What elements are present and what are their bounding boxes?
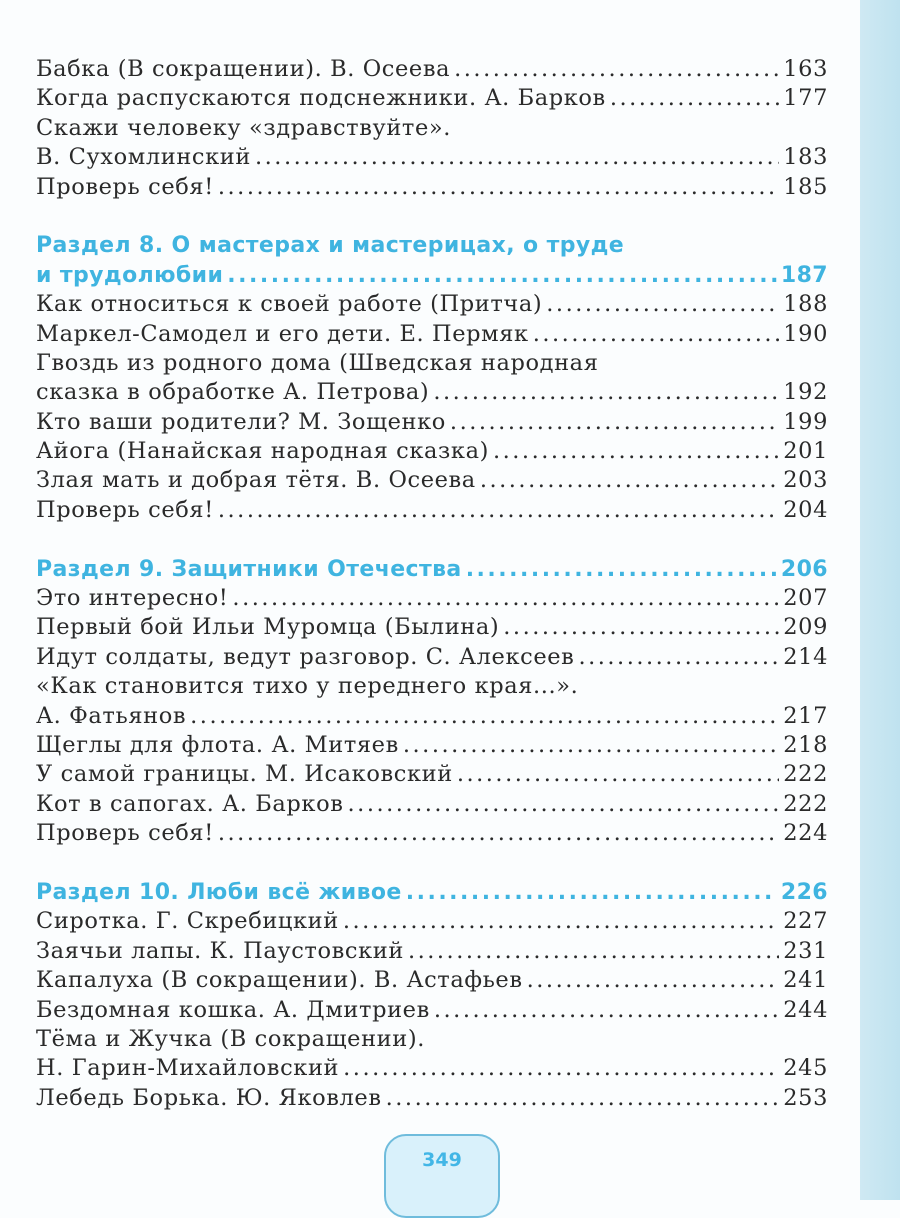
toc-entry[interactable]: [36, 290, 828, 319]
toc-entry-line: [36, 349, 828, 378]
entry-title: Проверь себя!: [36, 496, 214, 523]
section-page: 206: [780, 556, 828, 582]
section-gap: [36, 849, 828, 878]
entry-title: Первый бой Ильи Муромца (Былина): [36, 614, 500, 641]
dot-leader: [450, 408, 779, 437]
entry-title: Щеглы для флота. А. Митяев: [36, 731, 399, 758]
section-title: Раздел 9. Защитники Отечества: [36, 556, 462, 582]
entry-title: Маркел-Самодел и его дети. Е. Пермяк: [36, 320, 529, 347]
section-title: Раздел 10. Люби всё живое: [36, 879, 402, 905]
dot-leader: [408, 937, 779, 966]
toc-entry[interactable]: [36, 496, 828, 525]
dot-leader: [232, 584, 779, 613]
entry-title: Айога (Нанайская народная сказка): [36, 438, 489, 465]
toc-entry[interactable]: [36, 996, 828, 1025]
section-gap: [36, 202, 828, 231]
toc-entry[interactable]: [36, 613, 828, 642]
entry-page: 227: [783, 908, 828, 935]
dot-leader: [433, 378, 779, 407]
entry-title: Сиротка. Г. Скребицкий: [36, 908, 339, 935]
entry-title: У самой границы. М. Исаковский: [36, 761, 453, 788]
dot-leader: [343, 907, 779, 936]
toc-entry[interactable]: [36, 819, 828, 848]
dot-leader: [343, 1054, 779, 1083]
entry-page: 192: [783, 379, 828, 406]
table-of-contents: [36, 55, 828, 1113]
entry-page: 218: [783, 731, 828, 758]
dot-leader: [386, 1084, 780, 1113]
entry-title: Капалуха (В сокращении). В. Астафьев: [36, 967, 523, 994]
entry-page: 163: [783, 56, 828, 82]
entry-title: Лебедь Борька. Ю. Яковлев: [36, 1084, 382, 1111]
dot-leader: [493, 437, 779, 466]
dot-leader: [610, 84, 779, 113]
section-page: 187: [780, 262, 828, 288]
entry-page: 188: [783, 291, 828, 318]
entry-page: 207: [783, 585, 828, 612]
toc-entry[interactable]: [36, 173, 828, 202]
dot-leader: [578, 643, 779, 672]
entry-title-line1: Гвоздь из родного дома (Шведская народная: [36, 349, 599, 376]
toc-entry[interactable]: [36, 643, 828, 672]
entry-title-line1: «Как становится тихо у переднего края...».: [36, 673, 579, 700]
toc-entry[interactable]: [36, 143, 828, 172]
entry-page: 204: [783, 496, 828, 523]
entry-page: 217: [783, 702, 828, 729]
section-heading-line1: [36, 231, 828, 260]
dot-leader: [503, 613, 779, 642]
entry-page: 203: [783, 467, 828, 494]
entry-title: Н. Гарин-Михайловский: [36, 1055, 340, 1082]
toc-entry[interactable]: [36, 408, 828, 437]
entry-page: 183: [783, 144, 828, 171]
section-page: 226: [780, 879, 828, 905]
section-title: и трудолюбии: [36, 262, 224, 288]
entry-title: А. Фатьянов: [36, 702, 187, 729]
page-number-badge: [384, 1134, 500, 1218]
section-gap: [36, 525, 828, 554]
toc-entry-line: [36, 672, 828, 701]
dot-leader: [255, 143, 779, 172]
toc-entry[interactable]: [36, 907, 828, 936]
entry-title-line1: Скажи человеку «здравствуйте».: [36, 114, 452, 141]
entry-page: 241: [783, 967, 828, 994]
toc-entry[interactable]: [36, 55, 828, 84]
dot-leader: [227, 261, 777, 290]
dot-leader: [546, 290, 779, 319]
section-heading: [36, 261, 828, 290]
dot-leader: [533, 320, 780, 349]
toc-entry[interactable]: [36, 378, 828, 407]
toc-entry[interactable]: [36, 760, 828, 789]
toc-entry-line: [36, 114, 828, 143]
entry-page: 209: [783, 614, 828, 641]
entry-page: 185: [783, 173, 828, 200]
entry-title: Идут солдаты, ведут разговор. С. Алексеев: [36, 643, 575, 670]
toc-entry[interactable]: [36, 731, 828, 760]
dot-leader: [434, 996, 779, 1025]
entry-title: В. Сухомлинский: [36, 144, 251, 171]
entry-page: 253: [783, 1084, 828, 1111]
entry-page: 199: [783, 408, 828, 435]
entry-title: Бездомная кошка. А. Дмитриев: [36, 996, 430, 1023]
entry-page: 231: [783, 937, 828, 964]
entry-page: 244: [783, 996, 828, 1023]
toc-entry[interactable]: [36, 84, 828, 113]
toc-entry[interactable]: [36, 937, 828, 966]
entry-title: Проверь себя!: [36, 173, 214, 200]
entry-page: 201: [783, 438, 828, 465]
toc-entry[interactable]: [36, 320, 828, 349]
toc-entry[interactable]: [36, 790, 828, 819]
section-heading: [36, 555, 828, 584]
dot-leader: [454, 55, 779, 84]
dot-leader: [218, 819, 779, 848]
page-edge-decoration: [860, 0, 900, 1200]
toc-entry[interactable]: [36, 584, 828, 613]
entry-title-line1: Тёма и Жучка (В сокращении).: [36, 1025, 426, 1052]
dot-leader: [218, 496, 779, 525]
dot-leader: [190, 702, 779, 731]
dot-leader: [406, 878, 777, 907]
entry-title: Бабка (В сокращении). В. Осеева: [36, 56, 451, 82]
toc-entry[interactable]: [36, 966, 828, 995]
dot-leader: [403, 731, 779, 760]
toc-entry[interactable]: [36, 437, 828, 466]
entry-title: Кто ваши родители? М. Зощенко: [36, 408, 446, 435]
entry-page: 222: [783, 761, 828, 788]
toc-entry-line: [36, 1025, 828, 1054]
dot-leader: [480, 466, 779, 495]
entry-title: Злая мать и добрая тётя. В. Осеева: [36, 467, 476, 494]
entry-page: 177: [783, 85, 828, 112]
section-heading: [36, 878, 828, 907]
toc-entry[interactable]: [36, 1084, 828, 1113]
toc-entry[interactable]: [36, 466, 828, 495]
entry-title: Как относиться к своей работе (Притча): [36, 291, 543, 318]
entry-title: сказка в обработке А. Петрова): [36, 379, 430, 406]
dot-leader: [466, 555, 777, 584]
entry-page: 222: [783, 790, 828, 817]
toc-entry[interactable]: [36, 1054, 828, 1083]
entry-title: Когда распускаются подснежники. А. Барков: [36, 85, 606, 112]
section-title-line1: Раздел 8. О мастерах и мастерицах, о труде: [36, 233, 625, 259]
dot-leader: [348, 790, 780, 819]
entry-page: 214: [783, 643, 828, 670]
dot-leader: [218, 173, 779, 202]
entry-page: 245: [783, 1055, 828, 1082]
entry-page: 224: [783, 820, 828, 847]
entry-title: Это интересно!: [36, 585, 229, 612]
entry-title: Заячьи лапы. К. Паустовский: [36, 937, 404, 964]
entry-page: 190: [783, 320, 828, 347]
dot-leader: [527, 966, 780, 995]
dot-leader: [457, 760, 779, 789]
page-number: 349: [422, 1149, 462, 1171]
toc-entry[interactable]: [36, 702, 828, 731]
entry-title: Кот в сапогах. А. Барков: [36, 790, 344, 817]
entry-title: Проверь себя!: [36, 820, 214, 847]
